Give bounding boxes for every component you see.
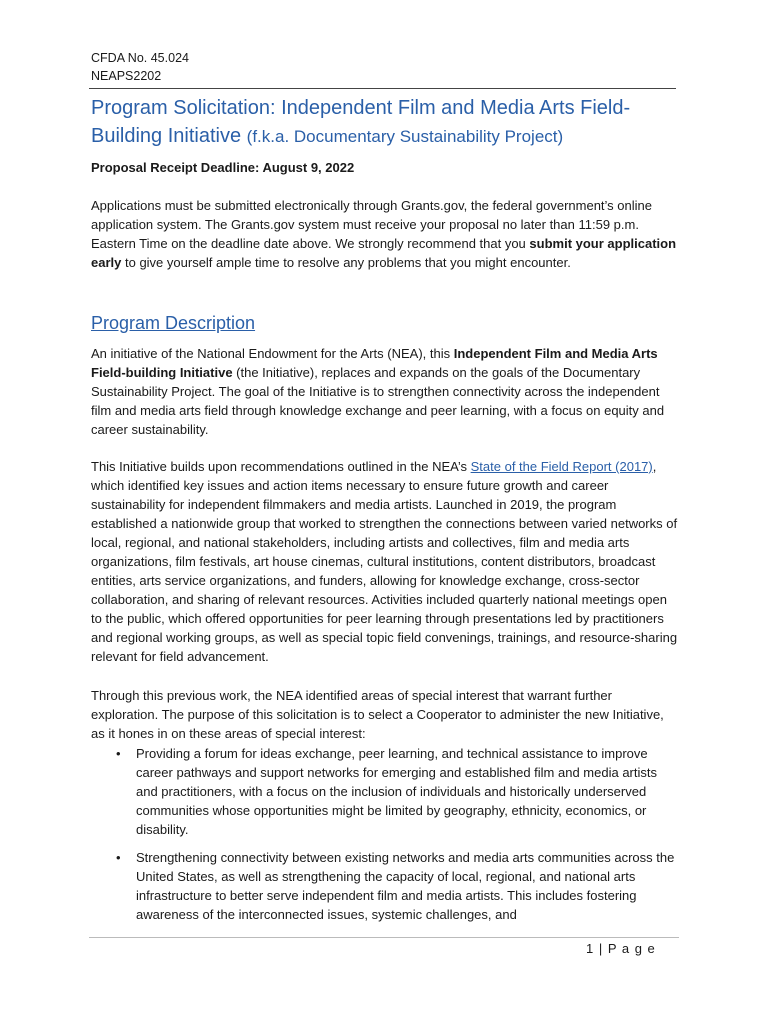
proposal-deadline: Proposal Receipt Deadline: August 9, 2022 (91, 160, 355, 175)
list-item-text: Providing a forum for ideas exchange, peer learning, and technical assistance to improve career pathways and support networks for emerging and established film and media artists and practitioners, with a focus on the inclusion of individuals and historically underserved communities whose opportunities might be limited by geography, ethnicity, economics, or disability. (136, 746, 657, 837)
list-item-text: Strengthening connectivity between existing networks and media arts communities across the United States, as well as strengthening the capacity of local, regional, and national arts infrastructure to better serve independent film and media artists. This includes fostering awareness of the interconnected issues, systemic challenges, and (136, 850, 675, 922)
p2-text-1: This Initiative builds upon recommendations outlined in the NEA’s (91, 459, 471, 474)
title-main: Program Solicitation: Independent Film and Media Arts Field-Building Initiative (91, 97, 631, 147)
intro-paragraph (91, 196, 679, 272)
section-heading-program-description: Program Description (91, 313, 256, 333)
program-description-paragraph-2 (91, 457, 679, 666)
list-item (91, 744, 681, 839)
document-header (91, 49, 189, 85)
cfda-number: CFDA No. 45.024 (91, 51, 189, 65)
intro-text-2: to give yourself ample time to resolve any problems that you might encounter. (121, 255, 571, 270)
p1-text-2: (the Initiative), replaces and expands on the goals of the Documentary Sustainability Project. The goal of the Initiative is to strengthen connectivity across the independent film and media arts field through knowledge exchange and peer learning, with a focus on equity and career sustainability. (91, 365, 665, 437)
bullet-icon: • (116, 850, 121, 865)
header-divider (89, 88, 676, 89)
title-fka: (f.k.a. Documentary Sustainability Project) (246, 127, 564, 146)
page-title (91, 94, 681, 151)
program-description-paragraph-1 (91, 344, 679, 439)
solicitation-code: NEAPS2202 (91, 69, 162, 83)
intro-text-1: Applications must be submitted electronically through Grants.gov, the federal government’s online application system. The Grants.gov system must receive your proposal no later than 11:59 p.m. Eastern Time on the deadline date above. We strongly recommend that you (91, 198, 652, 251)
initiative-name: Independent Film and Media Arts Field-building Initiative (91, 346, 658, 380)
program-description-paragraph-3: Through this previous work, the NEA identified areas of special interest that warrant further exploration. The purpose of this solicitation is to select a Cooperator to administer the new Initiative, as it hones in on these areas of special interest: (91, 688, 664, 741)
special-interest-list (91, 744, 681, 933)
list-item (91, 848, 681, 924)
bullet-icon: • (116, 746, 121, 761)
footer-divider (89, 937, 679, 938)
intro-emphasis: submit your application early (91, 236, 677, 270)
page-number: 1 | P a g e (586, 941, 656, 956)
p2-text-2: , which identified key issues and action items necessary to ensure future growth and career sustainability for independent filmmakers and media artists. Launched in 2019, the program established a nationwide group that worked to strengthen the connections between varied networks of local, regional, and national stakeholders, including artists and collectives, film and media arts organizations, film festivals, art house cinemas, cultural institutions, content distributors, broadcast entities, arts service organizations, and funders, allowing for knowledge exchange, cross-sector collaboration, and sharing of relevant resources. Activities included quarterly national meetings open to the public, which offered opportunities for peer learning through presentations led by practitioners and regional working groups, as well as special topic field convenings, trainings, and resource-sharing relevant for field advancement. (91, 459, 678, 664)
state-of-field-report-link[interactable]: State of the Field Report (2017) (470, 459, 653, 474)
p1-text-1: An initiative of the National Endowment for the Arts (NEA), this (91, 346, 454, 361)
